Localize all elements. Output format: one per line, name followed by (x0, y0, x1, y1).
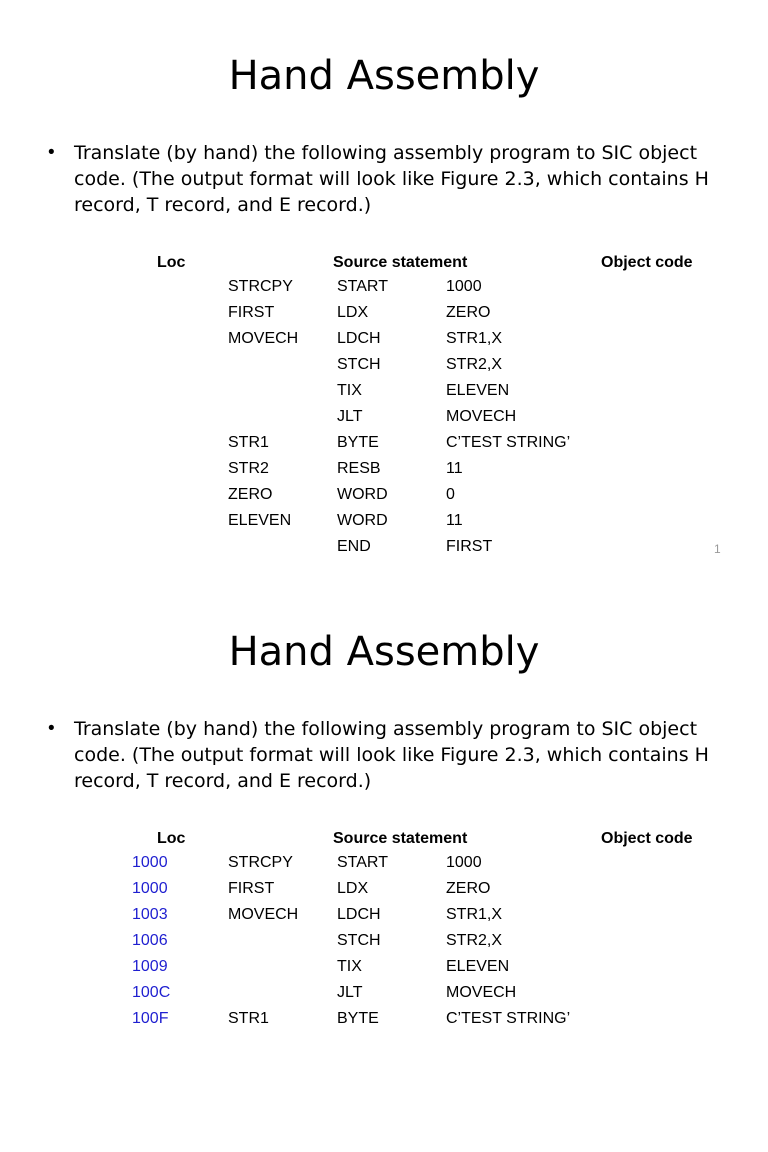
loc-cell: 100C (132, 984, 171, 1001)
opcode-cell: BYTE (337, 1010, 379, 1027)
bullet-text: Translate (by hand) the following assembly program to SIC object code. (The output format will look like Figure 2.3, which contains H record, T record, and E record.) (74, 142, 709, 216)
operand-cell: 1000 (446, 854, 482, 871)
label-cell: STRCPY (228, 278, 293, 295)
operand-cell: ZERO (446, 880, 491, 897)
listing-row (0, 1009, 768, 1035)
opcode-cell: START (337, 854, 388, 871)
loc-cell: 100F (132, 1010, 169, 1027)
header-source-statement: Source statement (333, 830, 468, 847)
opcode-cell: BYTE (337, 434, 379, 451)
operand-cell: FIRST (446, 538, 493, 555)
listing-row (0, 433, 768, 459)
operand-cell: 11 (446, 460, 463, 477)
opcode-cell: JLT (337, 408, 363, 425)
label-cell: MOVECH (228, 906, 299, 923)
loc-cell: 1000 (132, 854, 168, 871)
operand-cell: MOVECH (446, 984, 517, 1001)
opcode-cell: WORD (337, 512, 388, 529)
label-cell: FIRST (228, 304, 275, 321)
operand-cell: 0 (446, 486, 455, 503)
listing-row (0, 355, 768, 381)
operand-cell: STR1,X (446, 906, 503, 923)
listing-row (0, 485, 768, 511)
slide-2 (0, 576, 768, 1152)
operand-cell: STR2,X (446, 356, 503, 373)
opcode-cell: LDX (337, 880, 369, 897)
bullet-item (48, 716, 728, 794)
header-loc: Loc (157, 830, 186, 847)
operand-cell: ZERO (446, 304, 491, 321)
operand-cell: 11 (446, 512, 463, 529)
slide-title: Hand Assembly (228, 629, 540, 675)
operand-cell: C’TEST STRING’ (446, 434, 571, 451)
listing-row (0, 537, 768, 563)
opcode-cell: LDX (337, 304, 369, 321)
operand-cell: MOVECH (446, 408, 517, 425)
loc-cell: 1003 (132, 906, 168, 923)
bullet-icon: • (48, 142, 55, 163)
listing-row (0, 853, 768, 879)
listing-row (0, 905, 768, 931)
listing-row (0, 303, 768, 329)
label-cell: STR1 (228, 434, 269, 451)
listing-row (0, 957, 768, 983)
opcode-cell: JLT (337, 984, 363, 1001)
listing-row (0, 407, 768, 433)
listing-row (0, 381, 768, 407)
label-cell: FIRST (228, 880, 275, 897)
opcode-cell: LDCH (337, 906, 381, 923)
header-object-code: Object code (601, 254, 693, 271)
listing-row (0, 931, 768, 957)
listing-row (0, 329, 768, 355)
listing-row (0, 983, 768, 1009)
loc-cell: 1006 (132, 932, 168, 949)
opcode-cell: WORD (337, 486, 388, 503)
header-object-code: Object code (601, 830, 693, 847)
slide-title: Hand Assembly (228, 53, 540, 99)
opcode-cell: LDCH (337, 330, 381, 347)
operand-cell: STR2,X (446, 932, 503, 949)
label-cell: MOVECH (228, 330, 299, 347)
listing-row (0, 277, 768, 303)
opcode-cell: RESB (337, 460, 381, 477)
label-cell: ELEVEN (228, 512, 292, 529)
label-cell: STRCPY (228, 854, 293, 871)
operand-cell: C’TEST STRING’ (446, 1010, 571, 1027)
opcode-cell: STCH (337, 356, 381, 373)
page-number: 1 (714, 542, 721, 556)
loc-cell: 1009 (132, 958, 168, 975)
header-source-statement: Source statement (333, 254, 468, 271)
operand-cell: 1000 (446, 278, 482, 295)
label-cell: STR2 (228, 460, 269, 477)
header-loc: Loc (157, 254, 186, 271)
opcode-cell: TIX (337, 958, 362, 975)
label-cell: STR1 (228, 1010, 269, 1027)
listing-row (0, 511, 768, 537)
opcode-cell: END (337, 538, 371, 555)
loc-cell: 1000 (132, 880, 168, 897)
listing-row (0, 879, 768, 905)
operand-cell: ELEVEN (446, 382, 510, 399)
opcode-cell: START (337, 278, 388, 295)
opcode-cell: STCH (337, 932, 381, 949)
operand-cell: STR1,X (446, 330, 503, 347)
bullet-item (48, 140, 728, 218)
opcode-cell: TIX (337, 382, 362, 399)
bullet-text: Translate (by hand) the following assembly program to SIC object code. (The output format will look like Figure 2.3, which contains H record, T record, and E record.) (74, 718, 709, 792)
bullet-icon: • (48, 718, 55, 739)
operand-cell: ELEVEN (446, 958, 510, 975)
listing-row (0, 459, 768, 485)
label-cell: ZERO (228, 486, 273, 503)
